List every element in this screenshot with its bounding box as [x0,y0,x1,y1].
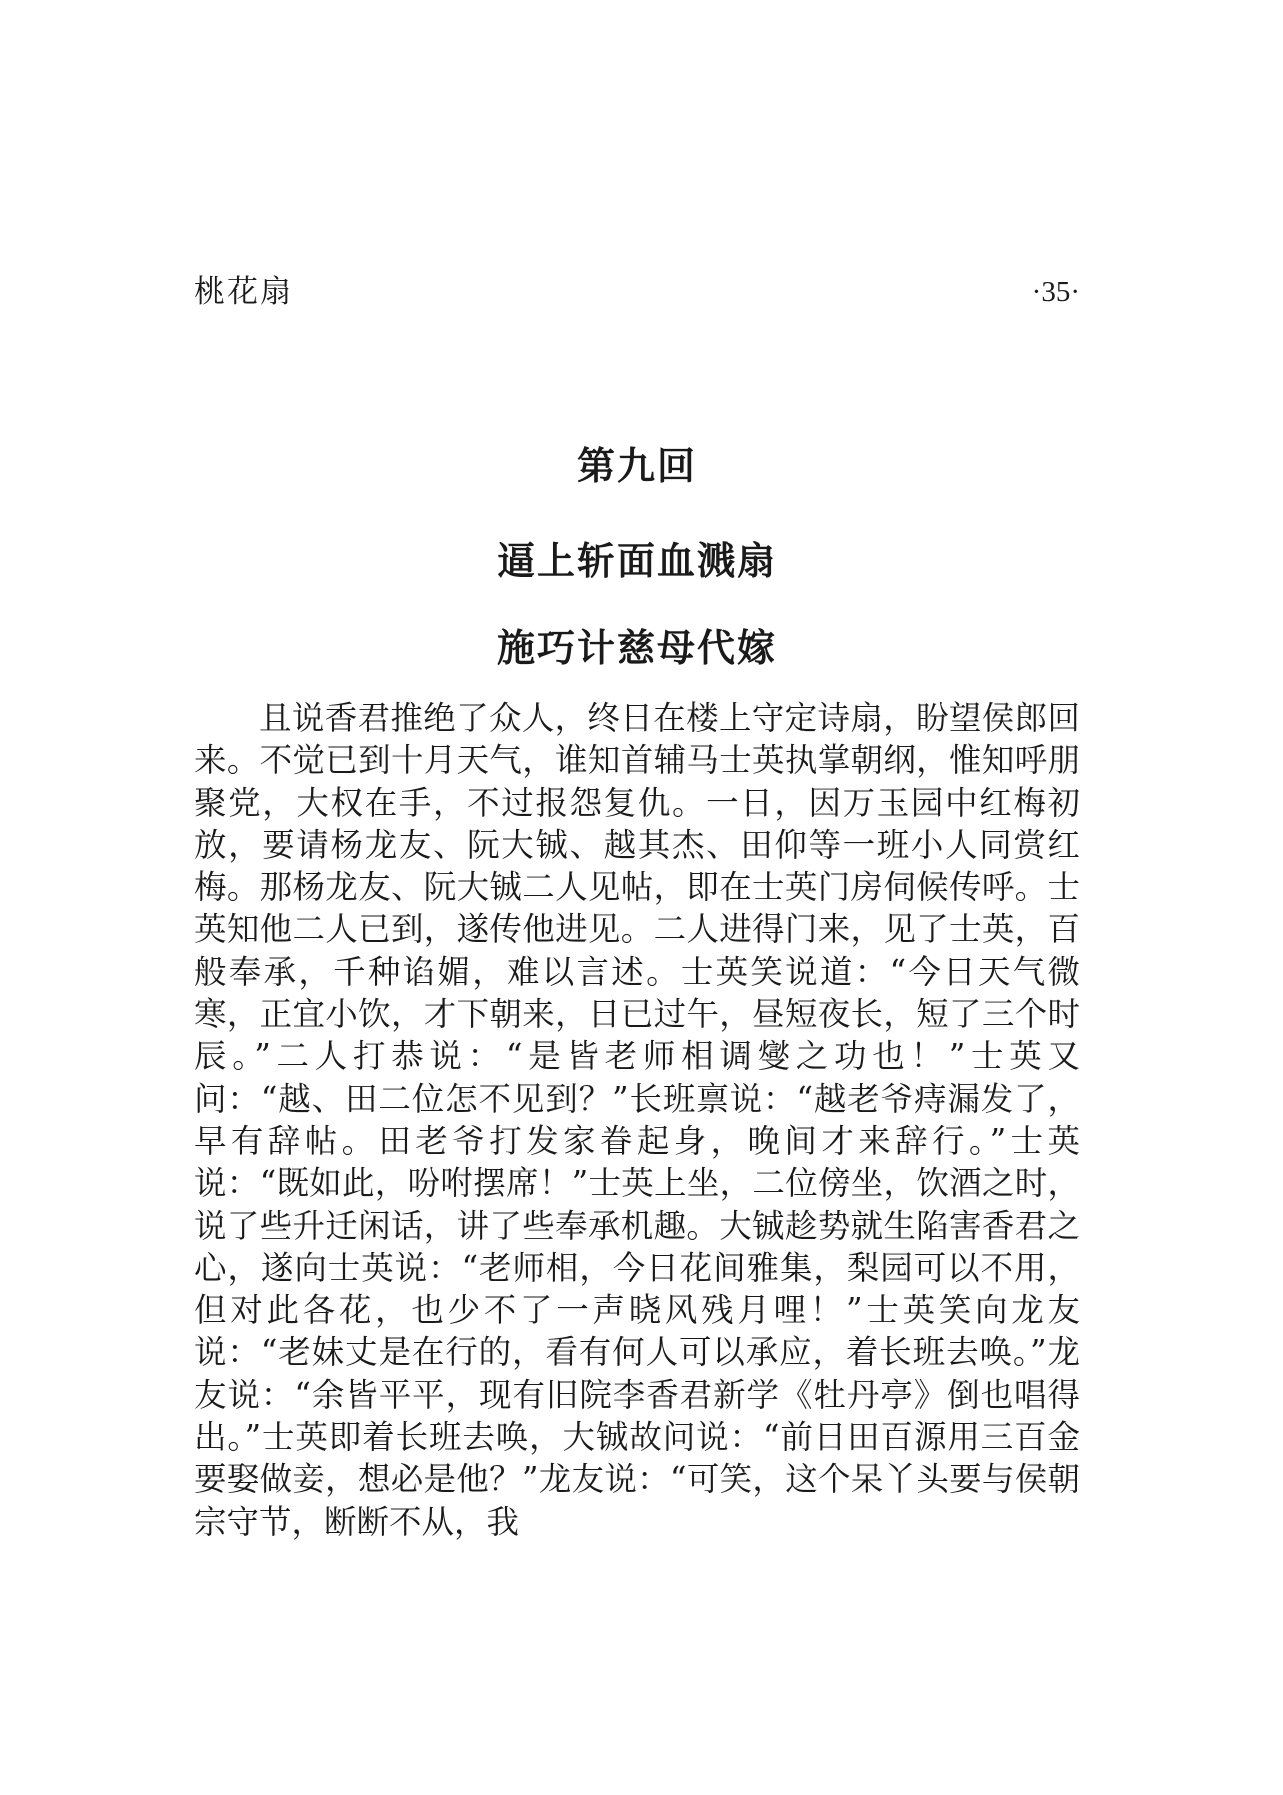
book-title: 桃花扇 [194,274,293,310]
page-number: ·35· [1031,276,1080,308]
chapter-number: 第九回 [576,444,697,489]
chapter-title-line-2: 施巧计慈母代嫁 [496,625,777,670]
chapter-title-line-1: 逼上斩面血溅扇 [496,538,777,583]
running-header [194,268,1080,316]
body-paragraph: 且说香君推绝了众人，终日在楼上守定诗扇，盼望侯郎回来。不觉已到十月天气，谁知首辅马士英执掌朝纲，惟知呼朋聚党，大权在手，不过报怨复仇。一日，因万玉园中红梅初放，要请杨龙友、阮大铖、越其杰、田仰等一班小人同赏红梅。那杨龙友、阮大铖二人见帖，即在士英门房伺候传呼。士英知他二人已到，遂传他进见。二人进得门来，见了士英，百般奉承，千种谄媚，难以言述。士英笑说道：“今日天气微寒，正宜小饮，才下朝来，日已过午，昼短夜长，短了三个时辰。”二人打恭说：“是皆老师相调燮之功也！”士英又问：“越、田二位怎不见到？”长班禀说：“越老爷痔漏发了，早有辞帖。田老爷打发家眷起身，晚间才来辞行。”士英说：“既如此，吩咐摆席！”士英上坐，二位傍坐，饮酒之时，说了些升迁闲话，讲了些奉承机趣。大铖趁势就生陷害香君之心，遂向士英说：“老师相，今日花间雅集，梨园可以不用，但对此各花，也少不了一声晓风残月哩！”士英笑向龙友说：“老妹丈是在行的，看有何人可以承应，着长班去唤。”龙友说：“余皆平平，现有旧院李香君新学《牡丹亭》倒也唱得出。”士英即着长班去唤，大铖故问说：“前日田百源用三百金要娶做妾，想必是他？”龙友说：“可笑，这个呆丫头要与侯朝宗守节，断断不从，我 [194,699,1080,1541]
